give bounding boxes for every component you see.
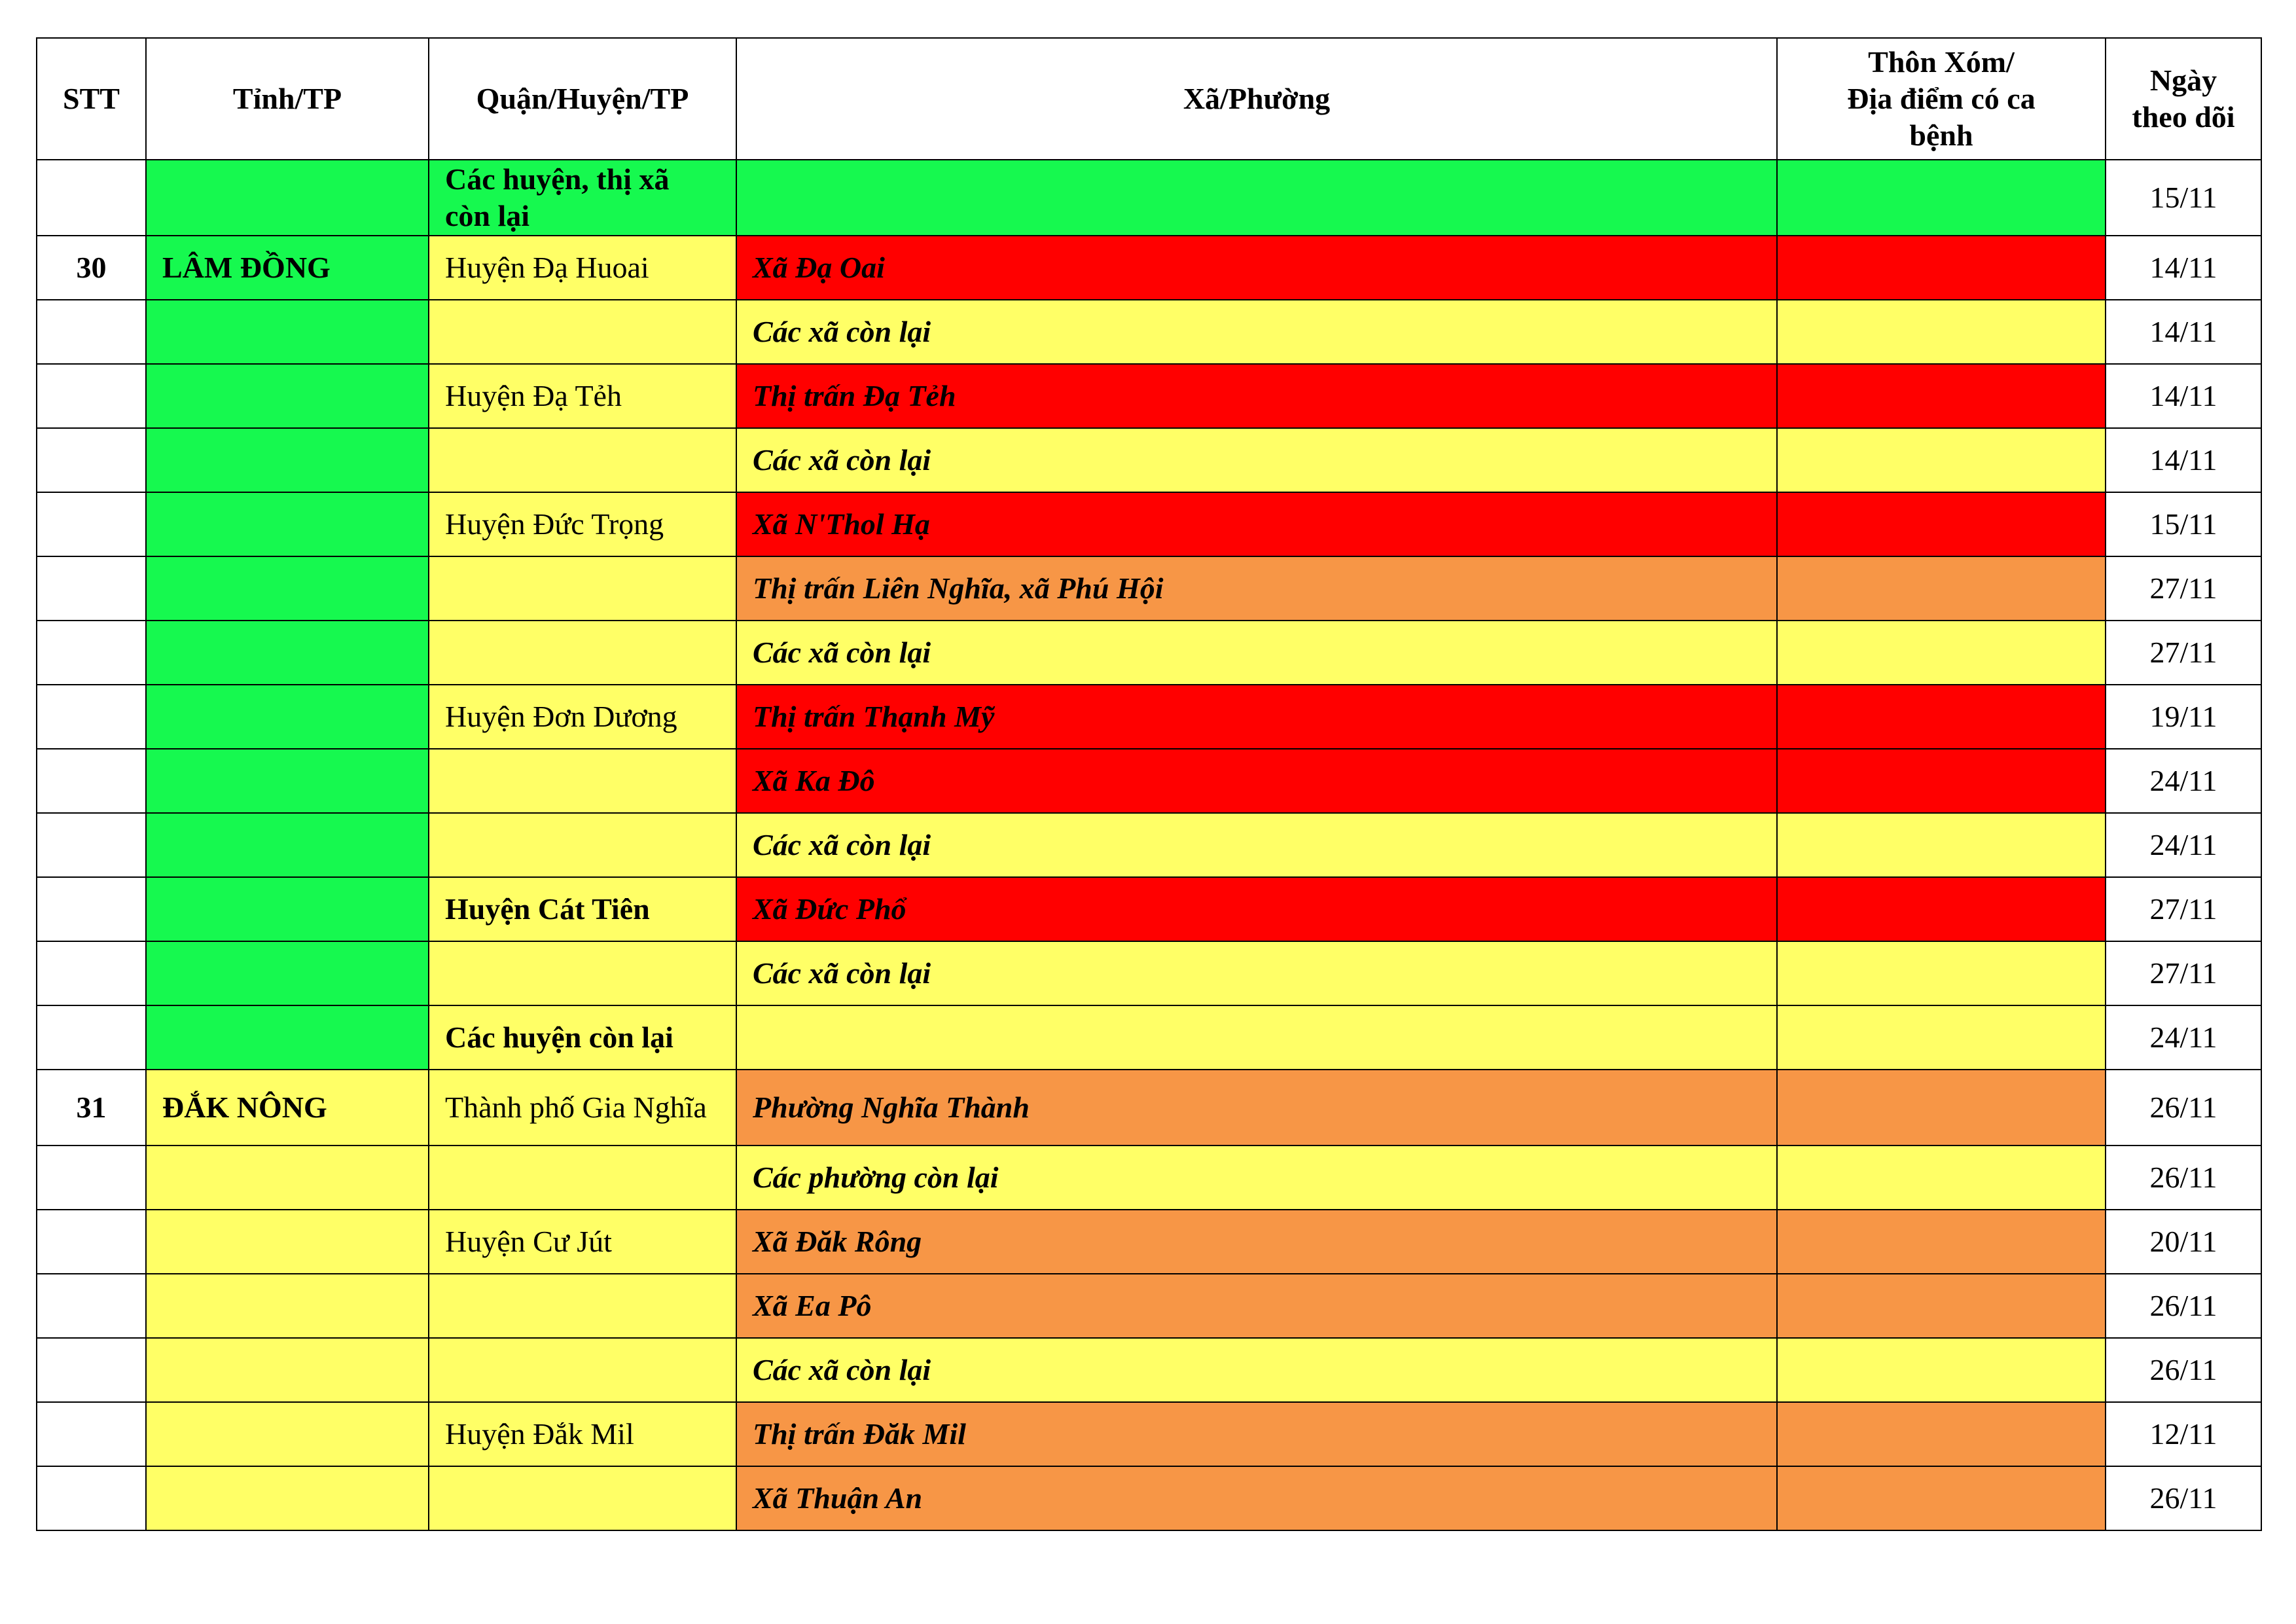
date-cell: 24/11 xyxy=(2106,749,2261,813)
province-cell xyxy=(146,1146,429,1210)
table-row xyxy=(37,1210,2261,1274)
province-cell xyxy=(146,1005,429,1070)
district-cell: Huyện Cư Jút xyxy=(429,1210,736,1274)
hamlet-cell xyxy=(1777,621,2106,685)
stt-cell xyxy=(37,364,146,428)
ward-cell: Thị trấn Đăk Mil xyxy=(736,1402,1777,1466)
stt-cell xyxy=(37,813,146,877)
stt-cell xyxy=(37,1146,146,1210)
date-cell: 26/11 xyxy=(2106,1338,2261,1402)
date-cell: 27/11 xyxy=(2106,556,2261,621)
table-row xyxy=(37,1402,2261,1466)
date-cell: 24/11 xyxy=(2106,813,2261,877)
district-cell: Các huyện còn lại xyxy=(429,1005,736,1070)
hamlet-cell xyxy=(1777,556,2106,621)
ward-cell: Xã Ka Đô xyxy=(736,749,1777,813)
header-district: Quận/Huyện/TP xyxy=(429,38,736,160)
ward-cell: Các xã còn lại xyxy=(736,813,1777,877)
hamlet-cell xyxy=(1777,1070,2106,1146)
table-row xyxy=(37,749,2261,813)
district-cell xyxy=(429,813,736,877)
ward-cell: Xã Thuận An xyxy=(736,1466,1777,1530)
province-cell: LÂM ĐỒNG xyxy=(146,236,429,300)
stt-cell xyxy=(37,1274,146,1338)
stt-cell xyxy=(37,621,146,685)
stt-cell xyxy=(37,877,146,941)
table-row xyxy=(37,300,2261,364)
date-cell: 24/11 xyxy=(2106,1005,2261,1070)
date-cell: 12/11 xyxy=(2106,1402,2261,1466)
date-cell: 20/11 xyxy=(2106,1210,2261,1274)
ward-cell: Xã Đạ Oai xyxy=(736,236,1777,300)
table-row xyxy=(37,1338,2261,1402)
district-cell xyxy=(429,941,736,1005)
date-cell: 15/11 xyxy=(2106,160,2261,236)
hamlet-cell xyxy=(1777,1210,2106,1274)
ward-cell: Thị trấn Đạ Tẻh xyxy=(736,364,1777,428)
district-cell xyxy=(429,749,736,813)
date-cell: 14/11 xyxy=(2106,236,2261,300)
hamlet-cell xyxy=(1777,685,2106,749)
province-cell xyxy=(146,300,429,364)
ward-cell: Các xã còn lại xyxy=(736,1338,1777,1402)
ward-cell: Các xã còn lại xyxy=(736,300,1777,364)
date-cell: 27/11 xyxy=(2106,877,2261,941)
table-row xyxy=(37,428,2261,492)
district-cell: Các huyện, thị xã còn lại xyxy=(429,160,736,236)
table-row xyxy=(37,556,2261,621)
district-cell: Huyện Đạ Huoai xyxy=(429,236,736,300)
hamlet-cell xyxy=(1777,1338,2106,1402)
date-cell: 15/11 xyxy=(2106,492,2261,556)
district-cell: Huyện Đơn Dương xyxy=(429,685,736,749)
hamlet-cell xyxy=(1777,1146,2106,1210)
ward-cell: Xã Đức Phổ xyxy=(736,877,1777,941)
district-cell xyxy=(429,1466,736,1530)
district-cell xyxy=(429,621,736,685)
date-cell: 26/11 xyxy=(2106,1274,2261,1338)
header-date-line2: theo dõi xyxy=(2132,100,2235,134)
header-hamlet-line2: Địa điểm có ca xyxy=(1847,82,2036,115)
stt-cell xyxy=(37,428,146,492)
district-cell: Huyện Đắk Mil xyxy=(429,1402,736,1466)
table-row xyxy=(37,813,2261,877)
district-cell xyxy=(429,1146,736,1210)
date-cell: 27/11 xyxy=(2106,941,2261,1005)
stt-cell: 30 xyxy=(37,236,146,300)
table-row xyxy=(37,236,2261,300)
stt-cell xyxy=(37,941,146,1005)
hamlet-cell xyxy=(1777,877,2106,941)
province-cell xyxy=(146,877,429,941)
header-hamlet-line3: bệnh xyxy=(1909,118,1973,152)
date-cell: 14/11 xyxy=(2106,364,2261,428)
district-cell: Huyện Đạ Tẻh xyxy=(429,364,736,428)
province-cell xyxy=(146,621,429,685)
district-cell xyxy=(429,1338,736,1402)
table-row xyxy=(37,1274,2261,1338)
header-date xyxy=(2106,38,2261,160)
date-cell: 26/11 xyxy=(2106,1070,2261,1146)
header-province: Tỉnh/TP xyxy=(146,38,429,160)
province-cell xyxy=(146,1466,429,1530)
hamlet-cell xyxy=(1777,1005,2106,1070)
district-cell xyxy=(429,428,736,492)
ward-cell: Thị trấn Liên Nghĩa, xã Phú Hội xyxy=(736,556,1777,621)
hamlet-cell xyxy=(1777,492,2106,556)
province-cell xyxy=(146,749,429,813)
ward-cell: Các xã còn lại xyxy=(736,941,1777,1005)
ward-cell xyxy=(736,160,1777,236)
table-row xyxy=(37,621,2261,685)
ward-cell: Các xã còn lại xyxy=(736,428,1777,492)
province-cell xyxy=(146,941,429,1005)
district-cell xyxy=(429,1274,736,1338)
date-cell: 19/11 xyxy=(2106,685,2261,749)
date-cell: 14/11 xyxy=(2106,428,2261,492)
hamlet-cell xyxy=(1777,300,2106,364)
province-cell xyxy=(146,1338,429,1402)
province-cell xyxy=(146,428,429,492)
stt-cell: 31 xyxy=(37,1070,146,1146)
hamlet-cell xyxy=(1777,160,2106,236)
province-cell xyxy=(146,1274,429,1338)
header-ward: Xã/Phường xyxy=(736,38,1777,160)
header-hamlet xyxy=(1777,38,2106,160)
ward-cell: Các xã còn lại xyxy=(736,621,1777,685)
date-cell: 27/11 xyxy=(2106,621,2261,685)
ward-cell: Thị trấn Thạnh Mỹ xyxy=(736,685,1777,749)
stt-cell xyxy=(37,1338,146,1402)
hamlet-cell xyxy=(1777,749,2106,813)
district-cell xyxy=(429,300,736,364)
ward-cell: Các phường còn lại xyxy=(736,1146,1777,1210)
date-cell: 14/11 xyxy=(2106,300,2261,364)
province-cell xyxy=(146,813,429,877)
stt-cell xyxy=(37,556,146,621)
province-cell: ĐẮK NÔNG xyxy=(146,1070,429,1146)
stt-cell xyxy=(37,1466,146,1530)
stt-cell xyxy=(37,749,146,813)
stt-cell xyxy=(37,160,146,236)
ward-cell: Phường Nghĩa Thành xyxy=(736,1070,1777,1146)
table-row xyxy=(37,492,2261,556)
header-date-line1: Ngày xyxy=(2149,63,2217,97)
table-row xyxy=(37,1070,2261,1146)
hamlet-cell xyxy=(1777,1466,2106,1530)
hamlet-cell xyxy=(1777,236,2106,300)
district-cell: Huyện Cát Tiên xyxy=(429,877,736,941)
hamlet-cell xyxy=(1777,364,2106,428)
province-cell xyxy=(146,160,429,236)
stt-cell xyxy=(37,1402,146,1466)
hamlet-cell xyxy=(1777,428,2106,492)
stt-cell xyxy=(37,300,146,364)
province-cell xyxy=(146,556,429,621)
table-row xyxy=(37,1146,2261,1210)
province-cell xyxy=(146,364,429,428)
date-cell: 26/11 xyxy=(2106,1466,2261,1530)
hamlet-cell xyxy=(1777,941,2106,1005)
hamlet-cell xyxy=(1777,1402,2106,1466)
district-cell: Thành phố Gia Nghĩa xyxy=(429,1070,736,1146)
ward-cell: Xã Ea Pô xyxy=(736,1274,1777,1338)
table-row xyxy=(37,685,2261,749)
province-cell xyxy=(146,1210,429,1274)
district-cell xyxy=(429,556,736,621)
ward-cell: Xã Đăk Rông xyxy=(736,1210,1777,1274)
hamlet-cell xyxy=(1777,813,2106,877)
header-stt: STT xyxy=(37,38,146,160)
date-cell: 26/11 xyxy=(2106,1146,2261,1210)
hamlet-cell xyxy=(1777,1274,2106,1338)
province-cell xyxy=(146,685,429,749)
header-hamlet-line1: Thôn Xóm/ xyxy=(1868,45,2015,79)
district-cell: Huyện Đức Trọng xyxy=(429,492,736,556)
epidemic-level-table xyxy=(36,37,2262,1531)
table-row xyxy=(37,1005,2261,1070)
stt-cell xyxy=(37,1005,146,1070)
ward-cell xyxy=(736,1005,1777,1070)
province-cell xyxy=(146,1402,429,1466)
header-row xyxy=(37,38,2261,160)
stt-cell xyxy=(37,492,146,556)
table-row xyxy=(37,1466,2261,1530)
table-row xyxy=(37,160,2261,236)
table-row xyxy=(37,941,2261,1005)
table-row xyxy=(37,877,2261,941)
stt-cell xyxy=(37,1210,146,1274)
table-row xyxy=(37,364,2261,428)
province-cell xyxy=(146,492,429,556)
ward-cell: Xã N'Thol Hạ xyxy=(736,492,1777,556)
stt-cell xyxy=(37,685,146,749)
